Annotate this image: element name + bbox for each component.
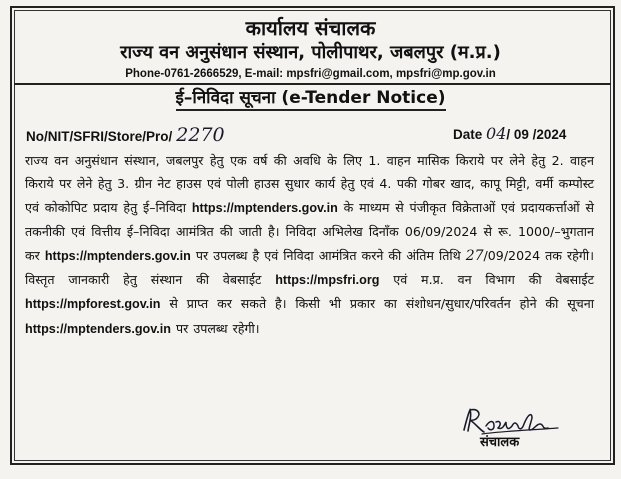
notice-body xyxy=(25,149,594,341)
date-handwritten-day: 04 xyxy=(486,124,507,143)
reference-number xyxy=(26,124,225,146)
reference-prefix: No/NIT/SFRI/Store/Pro/ xyxy=(26,129,173,144)
contact-line: Phone-0761-2666529, E-mail: mpsfri@gmail.com, mpsfri@mp.gov.in xyxy=(125,68,496,80)
body-part-4: एवं म.प्र. वन विभाग की वेबसाईट xyxy=(393,272,594,288)
date-label: Date xyxy=(453,127,483,142)
body-part-1: राज्य वन अनुसंधान संस्थान, जबलपुर हेतु एक वर्ष की अवधि के लिए 1. वाहन मासिक किराये पर लेने हेतु 2. वाहन किराये पर लेने हेतु 3. ग्रीन नेट हाउस एवं पोली हाउस सुधार कार्य हेतु एवं 4. पकी गोबर खाद, कापू मिट्टी, वर्मी कम्पोस्ट एवं कोकोपिट प्रदाय हेतु ई–निविदा xyxy=(25,153,594,215)
notice-title: ई–निविदा सूचना (e-Tender Notice) xyxy=(176,88,446,111)
deadline-handwritten-day: 27 xyxy=(465,247,484,264)
signatory-designation: संचालक xyxy=(480,435,520,450)
institute-website-link[interactable]: https://mpsfri.org xyxy=(275,273,380,288)
body-part-3b: /09/2024 तक रहेगी। विस्तृत जानकारी हेतु संस्थान की वेबसाईट xyxy=(25,247,594,288)
body-part-5: से प्राप्त कर सकते है। किसी भी प्रकार का संशोधन/सुधार/परिवर्तन होने की सूचना xyxy=(169,296,594,312)
office-title: कार्यालय संचालक xyxy=(245,16,376,40)
notice-date xyxy=(453,124,566,143)
body-part-6: पर उपलब्ध रहेगी। xyxy=(176,320,260,336)
tender-portal-link-3[interactable]: https://mptenders.gov.in xyxy=(25,321,171,336)
header-divider xyxy=(14,83,611,85)
reference-handwritten-number: 2270 xyxy=(176,124,225,146)
notice-title-wrap xyxy=(0,88,621,111)
date-rest: / 09 /2024 xyxy=(506,127,567,142)
body-part-2: के माध्यम से पंजीकृत विक्रेताओं एवं प्रदायकर्त्ताओं से तकनीकी एवं वित्तीय ई–निविदा आमंत्रित की जाती है। निविदा अभिलेख दिनाँक 06/09/2024 से रू. 1000/–भुगतान कर xyxy=(25,199,594,263)
tender-portal-link-2[interactable]: https://mptenders.gov.in xyxy=(44,248,191,263)
institute-name: राज्य वन अनुसंधान संस्थान, पोलीपाथर, जबलपुर (म.प्र.) xyxy=(120,42,501,63)
forest-dept-website-link[interactable]: https://mpforest.gov.in xyxy=(25,297,161,312)
body-part-3a: पर उपलब्ध है एवं निविदा आमंत्रित करने की अंतिम तिथि xyxy=(195,247,461,263)
tender-portal-link[interactable]: https://mptenders.gov.in xyxy=(191,200,338,215)
